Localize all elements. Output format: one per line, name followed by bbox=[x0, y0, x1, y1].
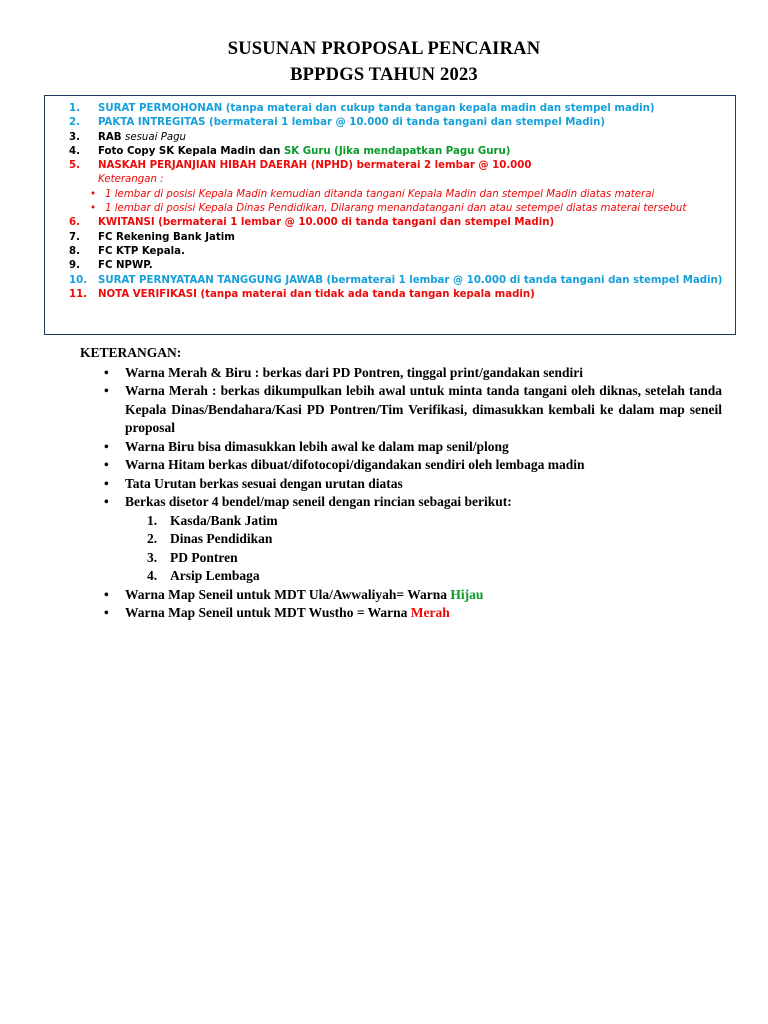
bendel-item bbox=[80, 530, 722, 549]
checklist-item bbox=[69, 145, 724, 159]
bendel-text: Arsip Lembaga bbox=[170, 568, 260, 583]
document-subtitle: BPPDGS TAHUN 2023 bbox=[290, 65, 478, 85]
note-text: 1 lembar di posisi Kepala Madin kemudian ditanda tangani Kepala Madin dan stempel Madin diatas materai bbox=[105, 188, 655, 200]
item-text-wrap bbox=[98, 145, 724, 159]
checklist-item bbox=[69, 216, 724, 230]
checklist bbox=[69, 102, 724, 302]
checklist-item bbox=[69, 259, 724, 273]
item-text: FC NPWP. bbox=[98, 260, 153, 272]
bullet-text: Warna Map Seneil untuk MDT Wustho = Warna bbox=[125, 605, 411, 620]
item-text: RAB bbox=[98, 131, 126, 143]
note-label: Keterangan : bbox=[98, 174, 164, 186]
item-text-green: SK Guru (Jika mendapatkan Pagu Guru) bbox=[283, 145, 511, 157]
note-text: 1 lembar di posisi Kepala Dinas Pendidikan, Dilarang menandatangani dan atau setempel diatas materai tersebut bbox=[105, 203, 687, 215]
item-text-italic: sesuai Pagu bbox=[125, 131, 187, 143]
color-word-hijau: Hijau bbox=[450, 586, 484, 602]
bendel-number: 1. bbox=[147, 512, 158, 528]
bullet-text: Warna Merah & Biru : berkas dari PD Pontren, tinggal print/gandakan sendiri bbox=[125, 364, 584, 380]
checklist-item bbox=[69, 274, 724, 288]
bendel-text: PD Pontren bbox=[170, 549, 238, 565]
keterangan-bullet bbox=[80, 438, 722, 457]
bullet-text: Berkas disetor 4 bendel/map seneil dengan rincian sebagai berikut: bbox=[125, 494, 512, 509]
keterangan-bullet bbox=[80, 493, 722, 512]
note-item bbox=[69, 202, 724, 216]
bullet-dot: • bbox=[90, 188, 97, 200]
item-text: FC KTP Kepala. bbox=[98, 245, 185, 257]
bullet-dot: • bbox=[104, 475, 109, 491]
checklist-box bbox=[44, 95, 736, 335]
item-text: NASKAH PERJANJIAN HIBAH DAERAH (NPHD) bermaterai 2 lembar @ 10.000 bbox=[98, 160, 532, 172]
bullet-dot: • bbox=[104, 605, 109, 620]
item-number: 11. bbox=[69, 288, 88, 300]
item-text: KWITANSI (bermaterai 1 lembar @ 10.000 di tanda tangani dan stempel Madin) bbox=[98, 217, 555, 229]
keterangan-bullet bbox=[80, 382, 722, 438]
item-number: 8. bbox=[69, 245, 80, 257]
item-text: SURAT PERMOHONAN (tanpa materai dan cukup tanda tangan kepala madin dan stempel madin) bbox=[98, 103, 655, 114]
item-number: 1. bbox=[69, 103, 80, 114]
document-title: SUSUNAN PROPOSAL PENCAIRAN bbox=[227, 39, 541, 59]
item-number: 10. bbox=[69, 274, 88, 286]
item-number: 9. bbox=[69, 260, 80, 272]
bullet-dot: • bbox=[104, 457, 109, 472]
keterangan-section bbox=[80, 344, 722, 623]
item-text: PAKTA INTREGITAS (bermaterai 1 lembar @ 10.000 di tanda tangani dan stempel Madin) bbox=[98, 117, 605, 129]
color-word-merah: Merah bbox=[410, 605, 450, 620]
note-item bbox=[69, 188, 724, 202]
item-number: 6. bbox=[69, 217, 80, 229]
bendel-item bbox=[80, 549, 722, 568]
bullet-dot: • bbox=[104, 494, 109, 509]
item-number: 7. bbox=[69, 231, 80, 243]
keterangan-bullet bbox=[80, 586, 722, 605]
checklist-item bbox=[69, 116, 724, 130]
bullet-text-wrap bbox=[125, 586, 722, 605]
bendel-text: Dinas Pendidikan bbox=[170, 531, 273, 546]
item-text: FC Rekening Bank Jatim bbox=[98, 231, 235, 243]
item-text: NOTA VERIFIKASI (tanpa materai dan tidak ada tanda tangan kepala madin) bbox=[98, 288, 535, 300]
checklist-item bbox=[69, 131, 724, 145]
bendel-text: Kasda/Bank Jatim bbox=[170, 512, 278, 528]
item-text-wrap bbox=[98, 131, 724, 145]
keterangan-bullet bbox=[80, 364, 722, 383]
item-number: 5. bbox=[69, 160, 80, 172]
bendel-number: 4. bbox=[147, 568, 158, 583]
keterangan-bullet bbox=[80, 475, 722, 494]
checklist-item bbox=[69, 231, 724, 245]
bullet-text: Tata Urutan berkas sesuai dengan urutan diatas bbox=[125, 475, 403, 491]
item-text: SURAT PERNYATAAN TANGGUNG JAWAB (bermaterai 1 lembar @ 10.000 di tanda tangani dan stempel Madin) bbox=[98, 274, 723, 286]
bendel-number: 2. bbox=[147, 531, 158, 546]
item-number: 4. bbox=[69, 145, 80, 157]
keterangan-bullet bbox=[80, 604, 722, 623]
bendel-number: 3. bbox=[147, 549, 158, 565]
checklist-item bbox=[69, 288, 724, 302]
checklist-item bbox=[69, 159, 724, 173]
bullet-dot: • bbox=[90, 203, 97, 215]
bullet-text: Warna Biru bisa dimasukkan lebih awal ke dalam map senil/plong bbox=[125, 438, 509, 454]
bullet-text: Warna Map Seneil untuk MDT Ula/Awwaliyah= Warna bbox=[125, 586, 451, 602]
keterangan-bullet bbox=[80, 456, 722, 475]
keterangan-heading: KETERANGAN: bbox=[80, 345, 182, 360]
item-text: Foto Copy SK Kepala Madin dan bbox=[98, 145, 284, 157]
item-number: 3. bbox=[69, 131, 80, 143]
bullet-text: Warna Hitam berkas dibuat/difotocopi/digandakan sendiri oleh lembaga madin bbox=[125, 457, 585, 472]
bendel-item bbox=[80, 512, 722, 531]
bullet-dot: • bbox=[104, 383, 109, 398]
bendel-item bbox=[80, 567, 722, 586]
bullet-text: Warna Merah : berkas dikumpulkan lebih awal untuk minta tanda tangani oleh diknas, setelah tanda Kepala Dinas/Bendahara/Kasi PD Pontren/Tim Verifikasi, dimasukkan kembali ke dalam map seneil proposal bbox=[125, 383, 722, 435]
checklist-item bbox=[69, 245, 724, 259]
bullet-dot: • bbox=[104, 364, 109, 380]
bullet-text-wrap bbox=[125, 604, 722, 623]
bullet-dot: • bbox=[104, 586, 109, 602]
bullet-dot: • bbox=[104, 438, 109, 454]
checklist-item bbox=[69, 102, 724, 116]
item-number: 2. bbox=[69, 117, 80, 129]
